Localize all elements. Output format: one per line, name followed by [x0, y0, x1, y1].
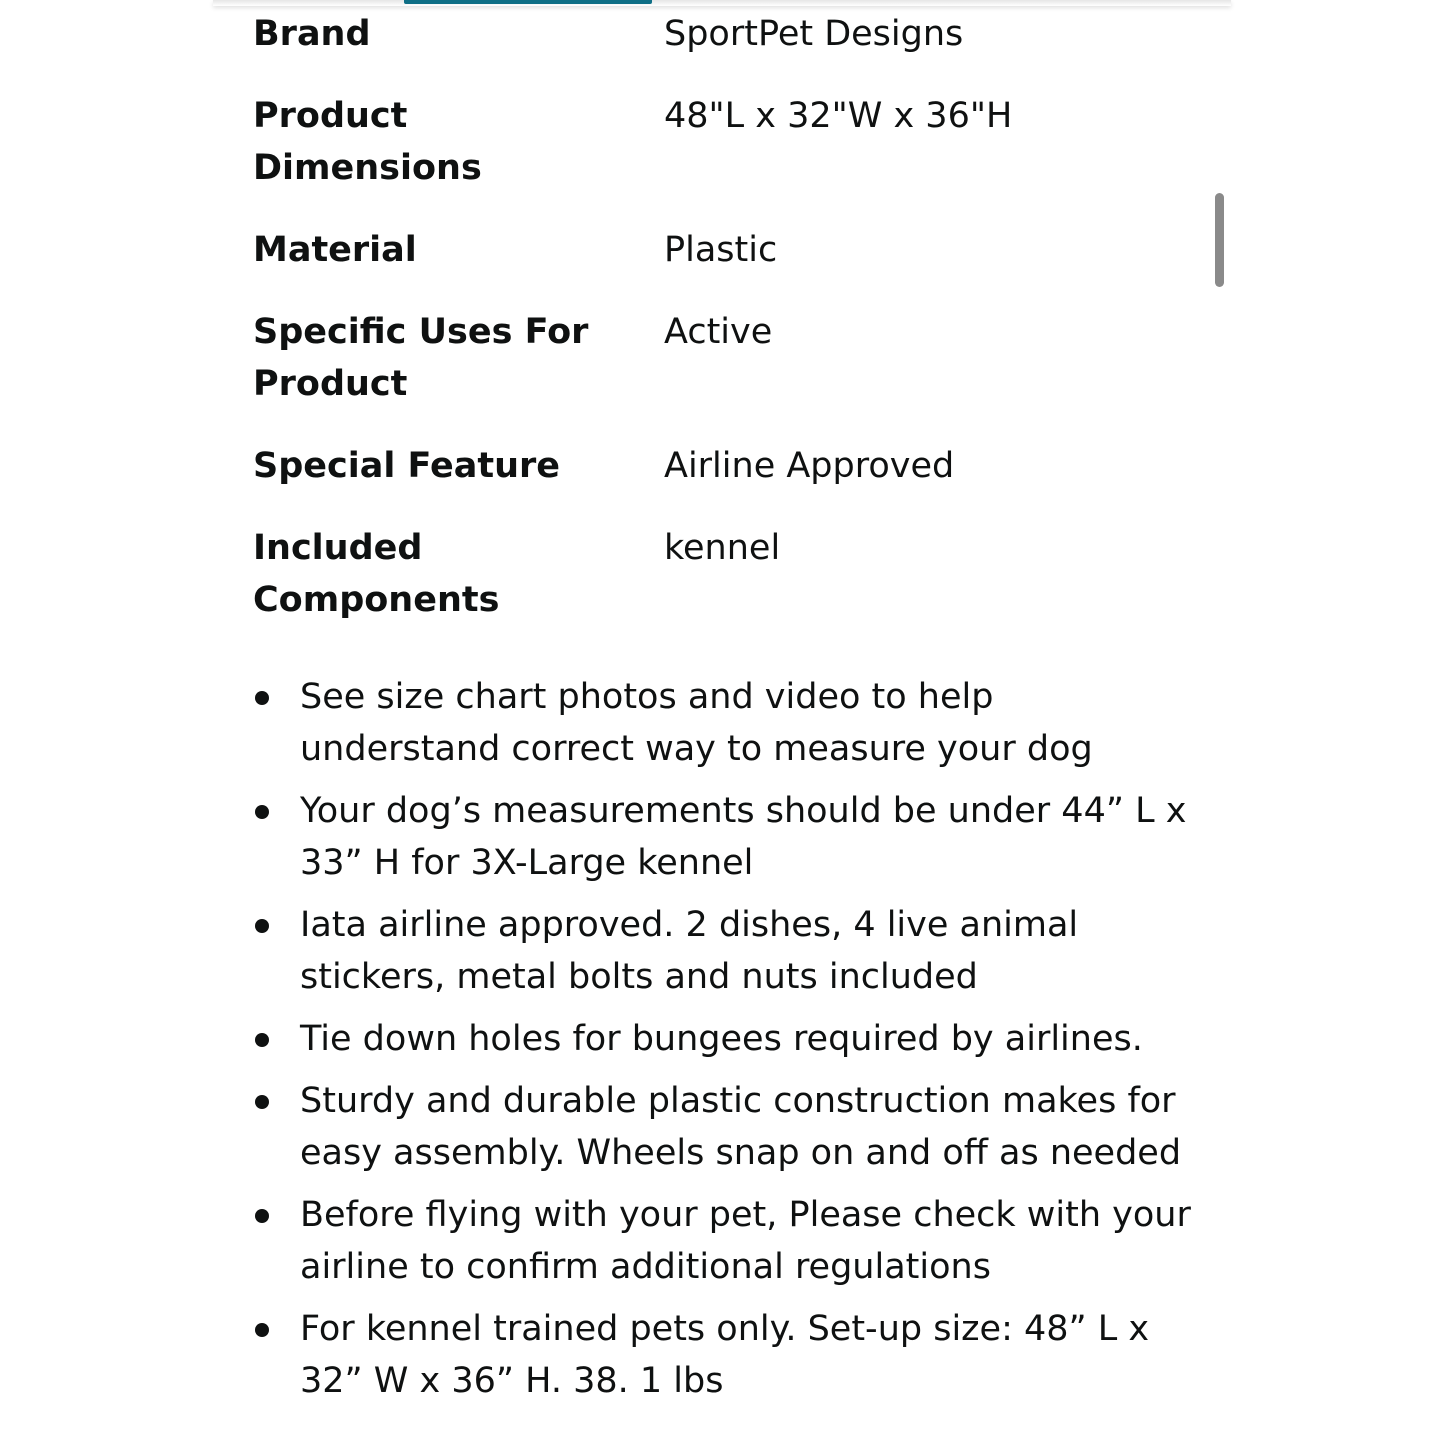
spec-label: Included Components [253, 528, 500, 620]
spec-label: Material [253, 230, 417, 270]
about-this-item-list [253, 671, 1203, 1417]
bullet-text: Iata airline approved. 2 dishes, 4 live animal stickers, metal bolts and nuts included [300, 905, 1079, 997]
bullet-icon [255, 1323, 269, 1337]
spec-value: 48"L x 32"W x 36"H [664, 96, 1013, 136]
top-tab-bar [213, 0, 1231, 6]
spec-value: kennel [664, 528, 781, 568]
spec-value: Plastic [664, 230, 778, 270]
spec-value: Active [664, 312, 773, 352]
list-item [253, 1303, 1203, 1407]
product-specs-table [253, 8, 1193, 656]
bullet-text: For kennel trained pets only. Set-up size: 48” L x 32” W x 36” H. 38. 1 lbs [300, 1309, 1150, 1401]
bullet-icon [255, 691, 269, 705]
spec-label: Special Feature [253, 446, 561, 486]
bullet-text: Before flying with your pet, Please check with your airline to confirm additional regulations [300, 1195, 1191, 1287]
spec-row-brand [253, 8, 1193, 60]
bullet-text: Your dog’s measurements should be under 44” L x 33” H for 3X-Large kennel [300, 791, 1187, 883]
spec-row-specific-uses [253, 306, 1193, 410]
spec-row-product-dimensions [253, 90, 1193, 194]
spec-row-material [253, 224, 1193, 276]
list-item [253, 785, 1203, 889]
bullet-icon [255, 1095, 269, 1109]
bullet-icon [255, 1033, 269, 1047]
bullet-text: Tie down holes for bungees required by airlines. [300, 1019, 1143, 1059]
bullet-text: Sturdy and durable plastic construction makes for easy assembly. Wheels snap on and off as needed [300, 1081, 1182, 1173]
spec-row-special-feature [253, 440, 1193, 492]
spec-label: Product Dimensions [253, 96, 482, 188]
spec-value: Airline Approved [664, 446, 955, 486]
bullet-icon [255, 805, 269, 819]
spec-label: Specific Uses For Product [253, 312, 589, 404]
bullet-icon [255, 919, 269, 933]
list-item [253, 1075, 1203, 1179]
bullet-icon [255, 1209, 269, 1223]
active-tab-indicator [404, 0, 652, 4]
spec-value: SportPet Designs [664, 14, 964, 54]
list-item [253, 1013, 1203, 1065]
see-more-link[interactable] [300, 1438, 380, 1445]
bullet-text: See size chart photos and video to help understand correct way to measure your dog [300, 677, 1093, 769]
spec-row-included-components [253, 522, 1193, 626]
list-item [253, 1189, 1203, 1293]
scrollbar-thumb[interactable] [1215, 193, 1224, 287]
list-item [253, 899, 1203, 1003]
spec-label: Brand [253, 14, 371, 54]
list-item [253, 671, 1203, 775]
